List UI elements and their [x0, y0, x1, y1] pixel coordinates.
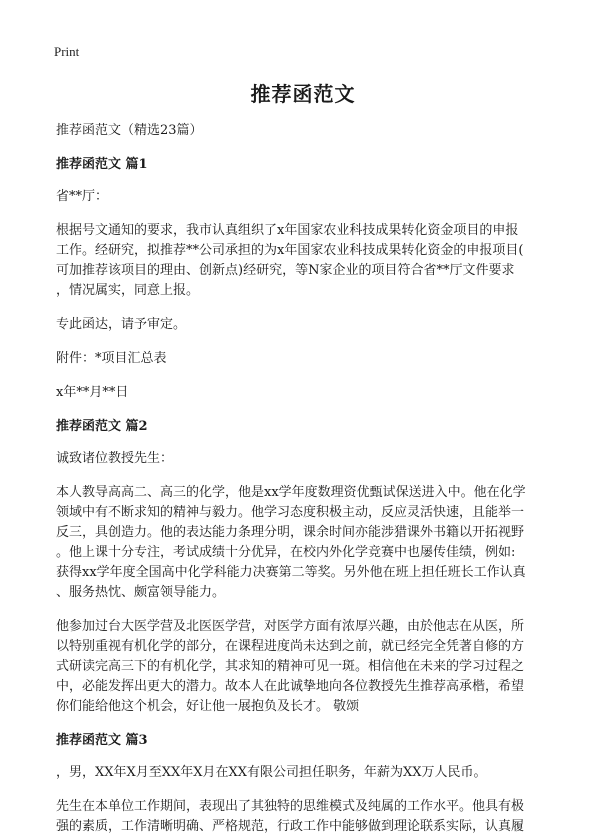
- paragraph: [56, 483, 550, 603]
- text-line: 以特别重视有机化学的部分，在课程进度尚未达到之前，就已经完全凭著自修的方: [56, 639, 525, 654]
- attachment-line: 附件：*项目汇总表: [56, 351, 167, 366]
- text-line: 先生在本单位工作期间，表现出了其独特的思维模式及纯属的工作水平。他具有极: [56, 799, 525, 814]
- text-line: 领域中有不断求知的精神与毅力。他学习态度积极主动，反应灵活快速，且能举一: [56, 505, 525, 520]
- paragraph: [56, 221, 550, 301]
- text-line: 、服务热忱、颇富领导能力。: [56, 585, 226, 600]
- text-line: ，情况属实，同意上报。: [56, 283, 200, 298]
- section-heading-2: 推荐函范文 篇2: [56, 419, 148, 434]
- date-line: x年**月**日: [56, 385, 129, 400]
- text-line: 本人教导高高二、高三的化学，他是xx学年度数理资优甄试保送进入中。他在化学: [56, 485, 526, 500]
- salutation-1: 省**厅：: [56, 189, 109, 204]
- salutation-2: 诚致诸位教授先生：: [56, 451, 174, 466]
- text-line: 反三，具创造力。他的表达能力条理分明，课余时间亦能涉猎课外书籍以开拓视野: [56, 525, 525, 540]
- text-line: 强的素质，工作清晰明确、严格规范，行政工作中能够做到理论联系实际，认真履: [56, 819, 525, 834]
- text-line: 式研读完高三下的有机化学，其求知的精神可见一斑。相信他在未来的学习过程之: [56, 659, 525, 674]
- text-line: 获得xx学年度全国高中化学科能力决赛第二等奖。另外他在班上担任班长工作认真: [56, 565, 526, 580]
- document-title: 推荐函范文: [250, 82, 356, 106]
- text-line: 工作。经研究，拟推荐**公司承担的为x年国家农业科技成果转化资金的申报项目(: [56, 243, 524, 258]
- text-line: 中，必能发挥出更大的潜力。故本人在此诚挚地向各位教授先生推荐高承楷，希望: [56, 679, 525, 694]
- text-line: 根据号文通知的要求，我市认真组织了x年国家农业科技成果转化资金项目的申报: [56, 223, 519, 238]
- closing-line: 专此函达，请予审定。: [56, 317, 187, 332]
- section-heading-1: 推荐函范文 篇1: [56, 157, 148, 172]
- text-line: 你们能给他这个机会，好让他一展抱负及长才。 敬颂: [56, 699, 360, 714]
- text-line: 。他上课十分专注，考试成绩十分优异，在校内外化学竞赛中也屡传佳绩，例如:: [56, 545, 516, 560]
- intro-line: 推荐函范文（精选23篇）: [56, 123, 203, 138]
- text-line: 他参加过台大医学营及北医医学营，对医学方面有浓厚兴趣，由於他志在从医，所: [56, 619, 525, 634]
- intro-line-3: ，男，XX年X月至XX年X月在XX有限公司担任职务，年薪为XX万人民币。: [56, 765, 487, 780]
- paragraph: [56, 617, 550, 717]
- print-link[interactable]: Print: [54, 44, 80, 59]
- text-line: 可加推荐该项目的理由、创新点)经研究，等N家企业的项目符合省**厅文件要求: [56, 263, 515, 278]
- section-heading-3: 推荐函范文 篇3: [56, 733, 148, 748]
- paragraph: [56, 797, 550, 837]
